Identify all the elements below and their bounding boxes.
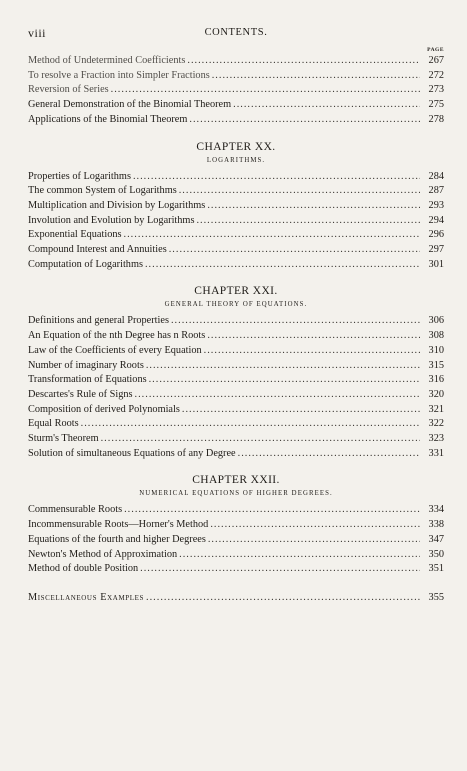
page-number: viii (28, 26, 47, 40)
toc-entry-title: Newton's Method of Approximation (28, 548, 178, 560)
toc-entry (28, 98, 444, 113)
chapter-subtitle: LOGARITHMS. (206, 156, 266, 164)
toc-entry-title: An Equation of the nth Degree has n Roots (28, 330, 206, 342)
toc-entry-page: 338 (428, 519, 444, 531)
leader-dots (146, 591, 420, 606)
leader-dots (133, 170, 420, 185)
leader-dots (207, 199, 420, 214)
toc-entry-page: 293 (428, 199, 444, 211)
leader-dots (212, 69, 420, 84)
toc-entry-page: 308 (428, 330, 444, 342)
leader-dots (149, 373, 420, 388)
page-column-label: PAGE (427, 47, 444, 53)
leader-dots (145, 258, 420, 273)
toc-entry-page: 297 (428, 244, 444, 256)
toc-entry-title: Descartes's Rule of Signs (28, 388, 133, 400)
leader-dots (140, 562, 420, 577)
toc-entry-title: Method of Undetermined Coefficients (28, 55, 186, 66)
toc-entry (28, 562, 444, 577)
leader-dots (210, 518, 420, 533)
leader-dots (187, 54, 420, 69)
leader-dots (179, 548, 420, 563)
toc-entry-page: 284 (428, 170, 444, 182)
toc-entry-title: Number of imaginary Roots (28, 359, 144, 371)
toc-entry-title: Exponential Equations (28, 229, 122, 241)
running-head (28, 26, 444, 44)
toc-entry (28, 258, 444, 273)
toc-entry-title: Composition of derived Polynomials (28, 403, 180, 415)
chapter-heading: CHAPTER XX. (196, 140, 276, 153)
toc-entry-page: 294 (428, 214, 444, 226)
toc-entry-page: 347 (428, 533, 444, 545)
toc-entry (28, 199, 444, 214)
toc-entry (28, 69, 444, 84)
toc-entry (28, 359, 444, 374)
leader-dots (169, 243, 420, 258)
toc-entry-page: 275 (428, 99, 444, 111)
leader-dots (146, 359, 420, 374)
leader-dots (208, 533, 420, 548)
toc-entry-title: General Demonstration of the Binomial Theorem (28, 99, 232, 111)
chapter-subtitle: NUMERICAL EQUATIONS OF HIGHER DEGREES. (139, 490, 333, 498)
chapter-heading: CHAPTER XXII. (192, 474, 280, 487)
toc-entry (28, 373, 444, 388)
toc-entry (28, 214, 444, 229)
chapter-section (28, 284, 444, 461)
toc-entry-title: Computation of Logarithms (28, 258, 143, 270)
leader-dots (179, 184, 420, 199)
toc-entry-page: 355 (428, 591, 444, 603)
toc-entry-title: Equations of the fourth and higher Degrees (28, 533, 206, 545)
toc-entry-page: 306 (428, 315, 444, 327)
leader-dots (204, 344, 420, 359)
leader-dots (207, 329, 420, 344)
toc-entry-title: To resolve a Fraction into Simpler Fractions (28, 69, 210, 81)
toc-entry (28, 447, 444, 462)
contents-page (28, 26, 444, 606)
toc-entry (28, 403, 444, 418)
toc-entry-page: 321 (428, 403, 444, 415)
leader-dots (135, 388, 420, 403)
toc-entry (28, 503, 444, 518)
toc-entry-title: Commensurable Roots (28, 504, 123, 516)
toc-entry-miscellaneous (28, 591, 444, 606)
toc-entry-title: Sturm's Theorem (28, 433, 99, 445)
toc-entry-title: Compound Interest and Annuities (28, 244, 167, 256)
toc-entry-title: Method of double Position (28, 563, 139, 575)
toc-entry-page: 267 (428, 55, 444, 66)
toc-entry-page: 323 (428, 433, 444, 445)
leader-dots (124, 503, 420, 518)
toc-entry-title: Definitions and general Properties (28, 315, 169, 327)
toc-entry-title: Applications of the Binomial Theorem (28, 113, 188, 125)
leader-dots (111, 83, 420, 98)
toc-entry (28, 113, 444, 128)
toc-entry (28, 184, 444, 199)
chapter-section (28, 473, 444, 577)
continued-entries (28, 54, 444, 128)
toc-entry-title: Law of the Coefficients of every Equation (28, 344, 202, 356)
toc-entry-page: 310 (428, 344, 444, 356)
leader-dots (196, 214, 420, 229)
toc-entry-page: 331 (428, 447, 444, 459)
chapter-subtitle: GENERAL THEORY OF EQUATIONS. (164, 301, 308, 309)
toc-entry-title: Involution and Evolution by Logarithms (28, 214, 195, 226)
toc-entry (28, 344, 444, 359)
toc-entry (28, 417, 444, 432)
toc-entry-title: The common System of Logarithms (28, 185, 177, 197)
chapter-heading: CHAPTER XXI. (194, 285, 278, 298)
toc-entry (28, 170, 444, 185)
toc-entry-title: Equal Roots (28, 418, 79, 430)
toc-entry-page: 350 (428, 548, 444, 560)
toc-entry (28, 533, 444, 548)
leader-dots (124, 228, 420, 243)
toc-entry-page: 272 (428, 69, 444, 81)
spacer (28, 577, 444, 591)
toc-entry-page: 287 (428, 185, 444, 197)
toc-entry-page: 322 (428, 418, 444, 430)
running-title: CONTENTS. (204, 27, 268, 38)
toc-entry (28, 548, 444, 563)
toc-entry-page: 273 (428, 84, 444, 96)
leader-dots (81, 417, 420, 432)
toc-entry (28, 243, 444, 258)
toc-entry (28, 54, 444, 69)
toc-entry-page: 316 (428, 374, 444, 386)
toc-entry-title: Incommensurable Roots—Horner's Method (28, 519, 209, 531)
toc-entry (28, 228, 444, 243)
toc-entry-title: Miscellaneous Examples (28, 591, 145, 603)
leader-dots (101, 432, 420, 447)
chapter-section (28, 140, 444, 273)
toc-entry-title: Transformation of Equations (28, 374, 147, 386)
leader-dots (189, 113, 420, 128)
toc-entry-page: 296 (428, 229, 444, 241)
toc-entry-page: 301 (428, 258, 444, 270)
toc-entry-page: 278 (428, 113, 444, 125)
toc-entry-page: 315 (428, 359, 444, 371)
toc-entry (28, 388, 444, 403)
toc-entry (28, 432, 444, 447)
toc-entry-title: Properties of Logarithms (28, 170, 131, 182)
toc-entry (28, 518, 444, 533)
toc-entry (28, 329, 444, 344)
toc-entry-title: Reversion of Series (28, 84, 109, 96)
leader-dots (233, 98, 420, 113)
leader-dots (238, 447, 420, 462)
toc-entry-page: 334 (428, 504, 444, 516)
toc-entry (28, 83, 444, 98)
toc-entry-page: 351 (428, 563, 444, 575)
toc-entry (28, 314, 444, 329)
toc-entry-title: Multiplication and Division by Logarithms (28, 199, 206, 211)
leader-dots (182, 403, 420, 418)
leader-dots (171, 314, 420, 329)
toc-entry-title: Solution of simultaneous Equations of any Degree (28, 447, 236, 459)
toc-entry-page: 320 (428, 388, 444, 400)
